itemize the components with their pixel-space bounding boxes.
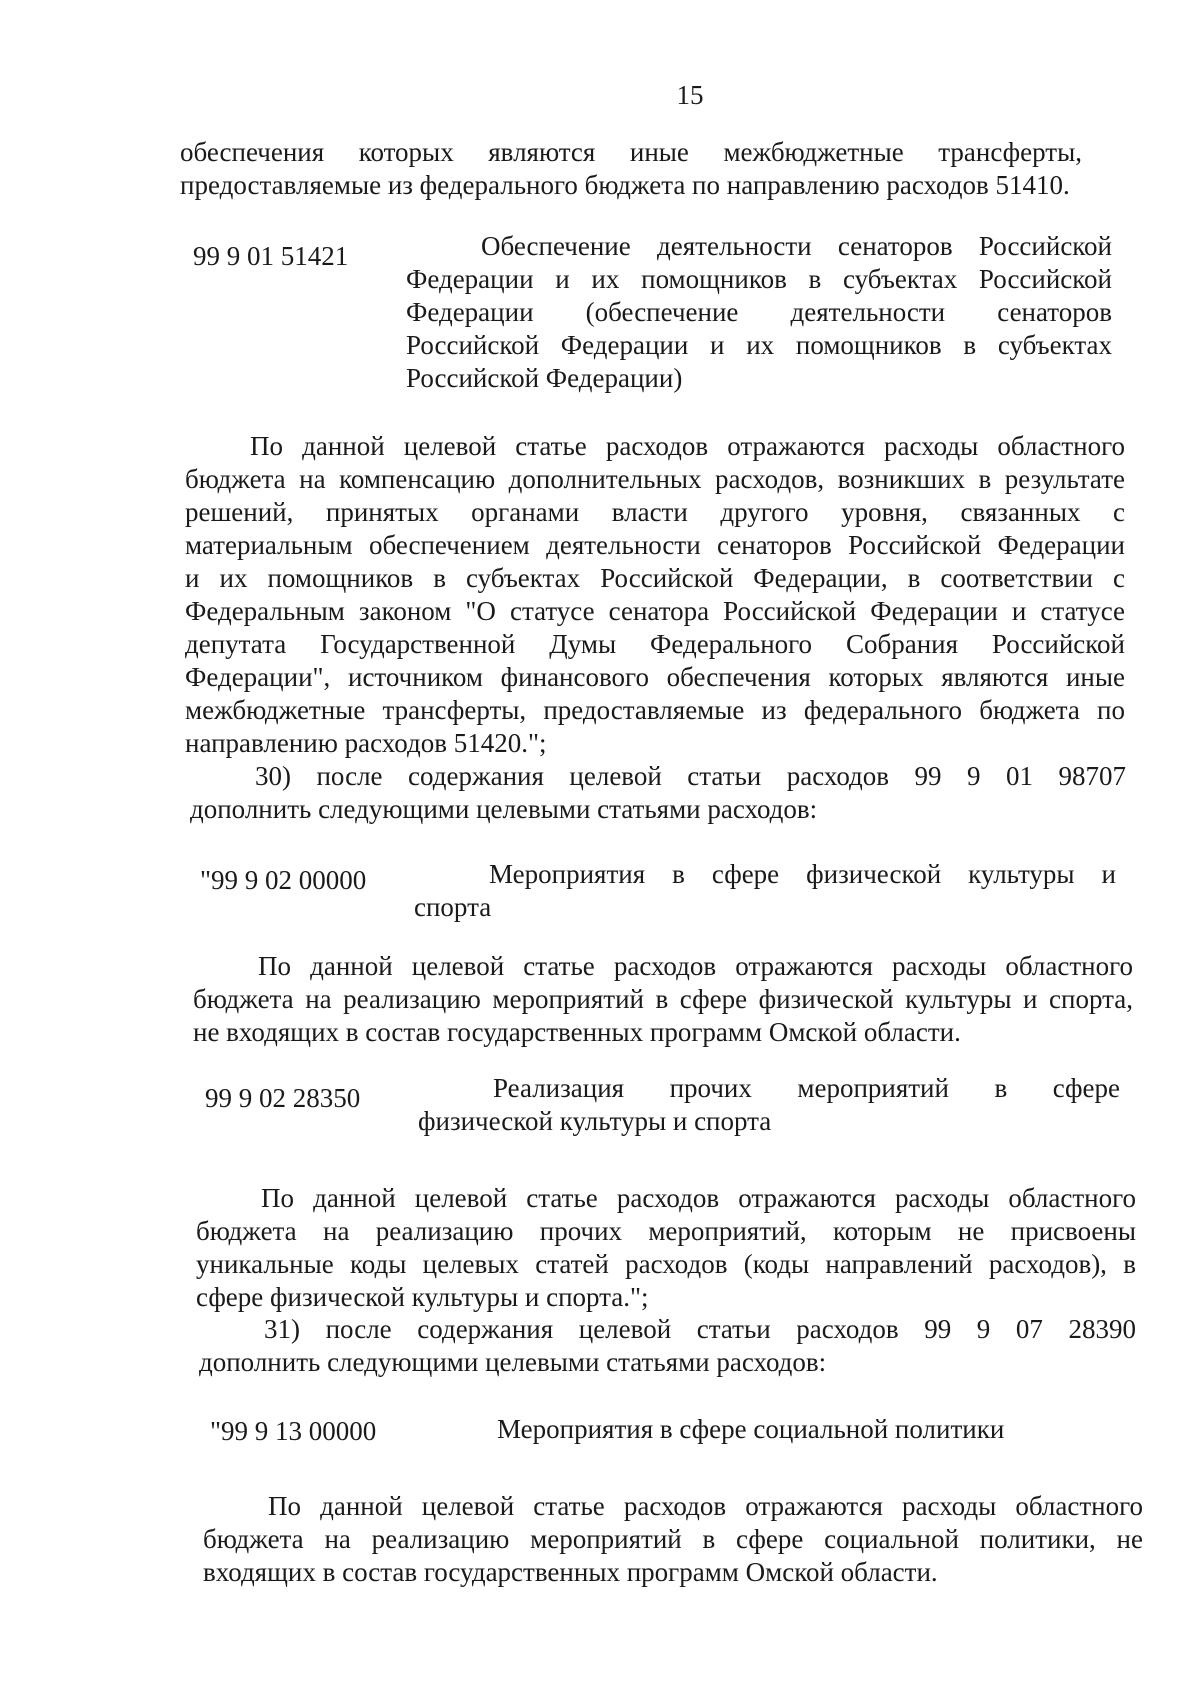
description-51421-line-1: По данной целевой статье расходов отражаются расходы областного [250,431,1125,461]
description-28350-line-1: По данной целевой статье расходов отражаются расходы областного [261,1183,1136,1213]
clause-31 [199,1313,1136,1379]
intro-line-2: предоставляемые из федерального бюджета по направлению расходов 51410. [180,170,1070,200]
target-code-51421: 99 9 01 51421 [193,241,349,271]
description-51421-line-3: решений, принятых органами власти другого уровня, связанных с [185,497,1125,527]
target-name-51421-line-5: Российской Федерации) [406,363,683,393]
description-28350-line-2: бюджета на реализацию прочих мероприятий, которым не присвоены [196,1216,1136,1246]
intro-text [180,136,1082,202]
target-name-51421-line-3: Федерации (обеспечение деятельности сенаторов [406,297,1112,327]
description-13-00000 [203,1490,1143,1589]
target-name-51421-line-2: Федерации и их помощников в субъектах Российской [406,264,1112,294]
description-51421-line-5: и их помощников в субъектах Российской Федерации, в соответствии с [185,563,1125,593]
clause-30-line-1: 30) после содержания целевой статьи расходов 99 9 01 98707 [255,761,1126,791]
target-code-13-00000: "99 9 13 00000 [210,1416,377,1446]
description-51421-line-10: направлению расходов 51420."; [185,728,547,758]
description-28350-line-4: сфере физической культуры и спорта."; [196,1282,649,1312]
target-name-28350-line-2: физической культуры и спорта [418,1106,772,1136]
target-code-02-00000: "99 9 02 00000 [200,865,367,895]
target-name-51421 [406,230,1112,395]
target-code-28350: 99 9 02 28350 [205,1083,361,1113]
description-51421-line-8: Федерации", источником финансового обеспечения которых являются иные [185,662,1125,692]
description-51421-line-2: бюджета на компенсацию дополнительных расходов, возникших в результате [185,464,1125,494]
clause-30-line-2: дополнить следующими целевыми статьями расходов: [190,794,818,824]
target-name-13-00000: Мероприятия в сфере социальной политики [497,1414,1005,1444]
description-02-00000 [193,950,1133,1049]
target-name-28350 [418,1072,1120,1138]
clause-31-line-2: дополнить следующими целевыми статьями расходов: [199,1347,827,1377]
description-13-00000-line-1: По данной целевой статье расходов отражаются расходы областного [268,1491,1143,1521]
description-28350 [196,1182,1136,1314]
description-02-00000-line-3: не входящих в состав государственных программ Омской области. [193,1017,961,1047]
description-51421-line-6: Федеральным законом "О статусе сенатора Российской Федерации и статусе [185,596,1125,626]
description-51421-line-7: депутата Государственной Думы Федерального Собрания Российской [185,629,1125,659]
target-name-02-00000-line-2: спорта [414,892,492,922]
intro-line-1: обеспечения которых являются иные межбюджетные трансферты, [180,137,1082,167]
target-name-28350-line-1: Реализация прочих мероприятий в сфере [493,1073,1120,1103]
clause-30 [190,760,1126,826]
target-name-51421-line-4: Российской Федерации и их помощников в субъектах [406,330,1112,360]
clause-31-line-1: 31) после содержания целевой статьи расходов 99 9 07 28390 [264,1314,1136,1344]
target-name-02-00000 [414,858,1116,924]
description-51421-line-9: межбюджетные трансферты, предоставляемые из федерального бюджета по [185,695,1125,725]
description-13-00000-line-2: бюджета на реализацию мероприятий в сфере социальной политики, не [203,1524,1143,1554]
description-13-00000-line-3: входящих в состав государственных программ Омской области. [203,1557,938,1587]
target-name-51421-line-1: Обеспечение деятельности сенаторов Российской [481,231,1112,261]
page-number: 15 [676,80,704,110]
description-02-00000-line-2: бюджета на реализацию мероприятий в сфере физической культуры и спорта, [193,984,1133,1014]
description-51421 [185,430,1125,760]
description-28350-line-3: уникальные коды целевых статей расходов (коды направлений расходов), в [196,1249,1136,1279]
description-02-00000-line-1: По данной целевой статье расходов отражаются расходы областного [258,951,1133,981]
description-51421-line-4: материальным обеспечением деятельности сенаторов Российской Федерации [185,530,1125,560]
target-name-02-00000-line-1: Мероприятия в сфере физической культуры и [489,859,1116,889]
